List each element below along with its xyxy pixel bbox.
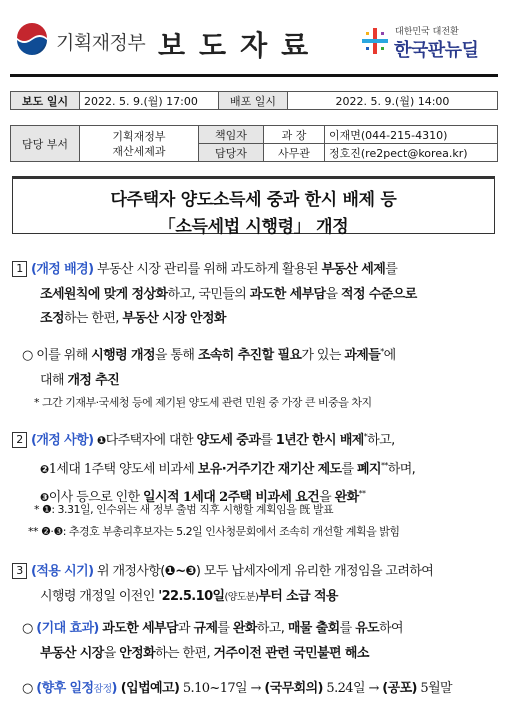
- headline-box: [12, 176, 495, 237]
- section-number: 3: [12, 563, 27, 579]
- ministry-name: 기획재정부: [56, 32, 146, 54]
- section-1-note: * 그간 기재부·국세청 등에 제기된 양도세 관련 민원 중 가장 큰 비중을 차지: [34, 396, 372, 409]
- contact-table: [10, 125, 498, 162]
- section-2-note-1: * ❶: 3.31일, 인수위는 새 정부 출범 직후 시행할 계획임을 旣 발표: [34, 503, 334, 516]
- distribution-datetime: 2022. 5. 9.(월) 14:00: [288, 92, 498, 110]
- section-1-detail: ○ 이를 위해 시행령 개정을 통해 조속히 추진할 필요가 있는 과제들*에 대해 개정 추진: [22, 347, 396, 388]
- head-name: 이재면(044-215-4310): [325, 126, 498, 144]
- page-title: 보도자료: [158, 29, 323, 62]
- korea-new-deal-tagline: 대한민국 대전환: [395, 27, 459, 37]
- head-label: 책임자: [199, 126, 264, 144]
- section-3: 3 (적용 시기) 위 개정사항(❶~❸) 모두 납세자에게 유리한 개정임을 고려하여 시행령 개정일 이전인 '22.5.10일(양도분)부터 소급 적용: [12, 560, 498, 610]
- staff-title: 사무관: [264, 144, 325, 162]
- release-datetime: 2022. 5. 9.(월) 17:00: [80, 92, 219, 110]
- release-table: [10, 91, 498, 110]
- dept-label: 담당 부서: [11, 126, 80, 162]
- section-number: 1: [12, 261, 27, 277]
- distribution-label: 배포 일시: [219, 92, 288, 110]
- bullet-icon: ○: [22, 681, 33, 696]
- dept-name: [80, 126, 199, 162]
- section-2: 2 (개정 사항) ❶다주택자에 대한 양도세 중과를 1년간 한시 배제*하고, ❷1세대 1주택 양도세 비과세 보유·거주기간 재기산 제도를 폐지**하며, ❸이사 등으로 인한 일시적 1세대 2주택 비과세 요건을 완화**: [12, 425, 498, 511]
- bullet-icon: ○: [22, 348, 33, 363]
- headline-line1: 다주택자 양도소득세 중과 한시 배제 등: [110, 190, 397, 210]
- korea-new-deal-logo-icon: [360, 26, 390, 56]
- head-title: 과 장: [264, 126, 325, 144]
- dept-line1: 기획재정부: [112, 129, 166, 143]
- staff-name: 정호진(re2pect@korea.kr): [325, 144, 498, 162]
- section-expected-effects: ○ (기대 효과) 과도한 세부담과 규제를 완화하고, 매물 출회를 유도하여 부동산 시장을 안정화하는 한편, 거주이전 관련 국민불편 해소: [22, 621, 403, 661]
- section-1: 1 (개정 배경) 부동산 시장 관리를 위해 과도하게 활용된 부동산 세제를 조세원칙에 맞게 정상화하고, 국민들의 과도한 세부담을 적정 수준으로 조정하는 한편, 부동산 시장 안정화: [12, 258, 498, 332]
- section-schedule: ○ (향후 일정잠정) (입법예고) 5.10~17일 → (국무회의) 5.24일 → (공포) 5월말: [22, 681, 453, 696]
- section-2-note-2: ** ❷·❸: 추경호 부총리후보자는 5.2일 인사청문회에서 조속히 개선할 계획을 밝힘: [28, 525, 400, 538]
- korea-new-deal-name: 한국판뉴딜: [394, 40, 479, 61]
- government-emblem-icon: [14, 22, 50, 58]
- dept-line2: 재산세제과: [112, 144, 166, 158]
- section-number: 2: [12, 432, 27, 448]
- release-label: 보도 일시: [11, 92, 80, 110]
- header-divider: [10, 74, 498, 77]
- bullet-icon: ○: [22, 621, 33, 636]
- staff-label: 담당자: [199, 144, 264, 162]
- headline-line2: 「소득세법 시행령」 개정: [158, 217, 349, 237]
